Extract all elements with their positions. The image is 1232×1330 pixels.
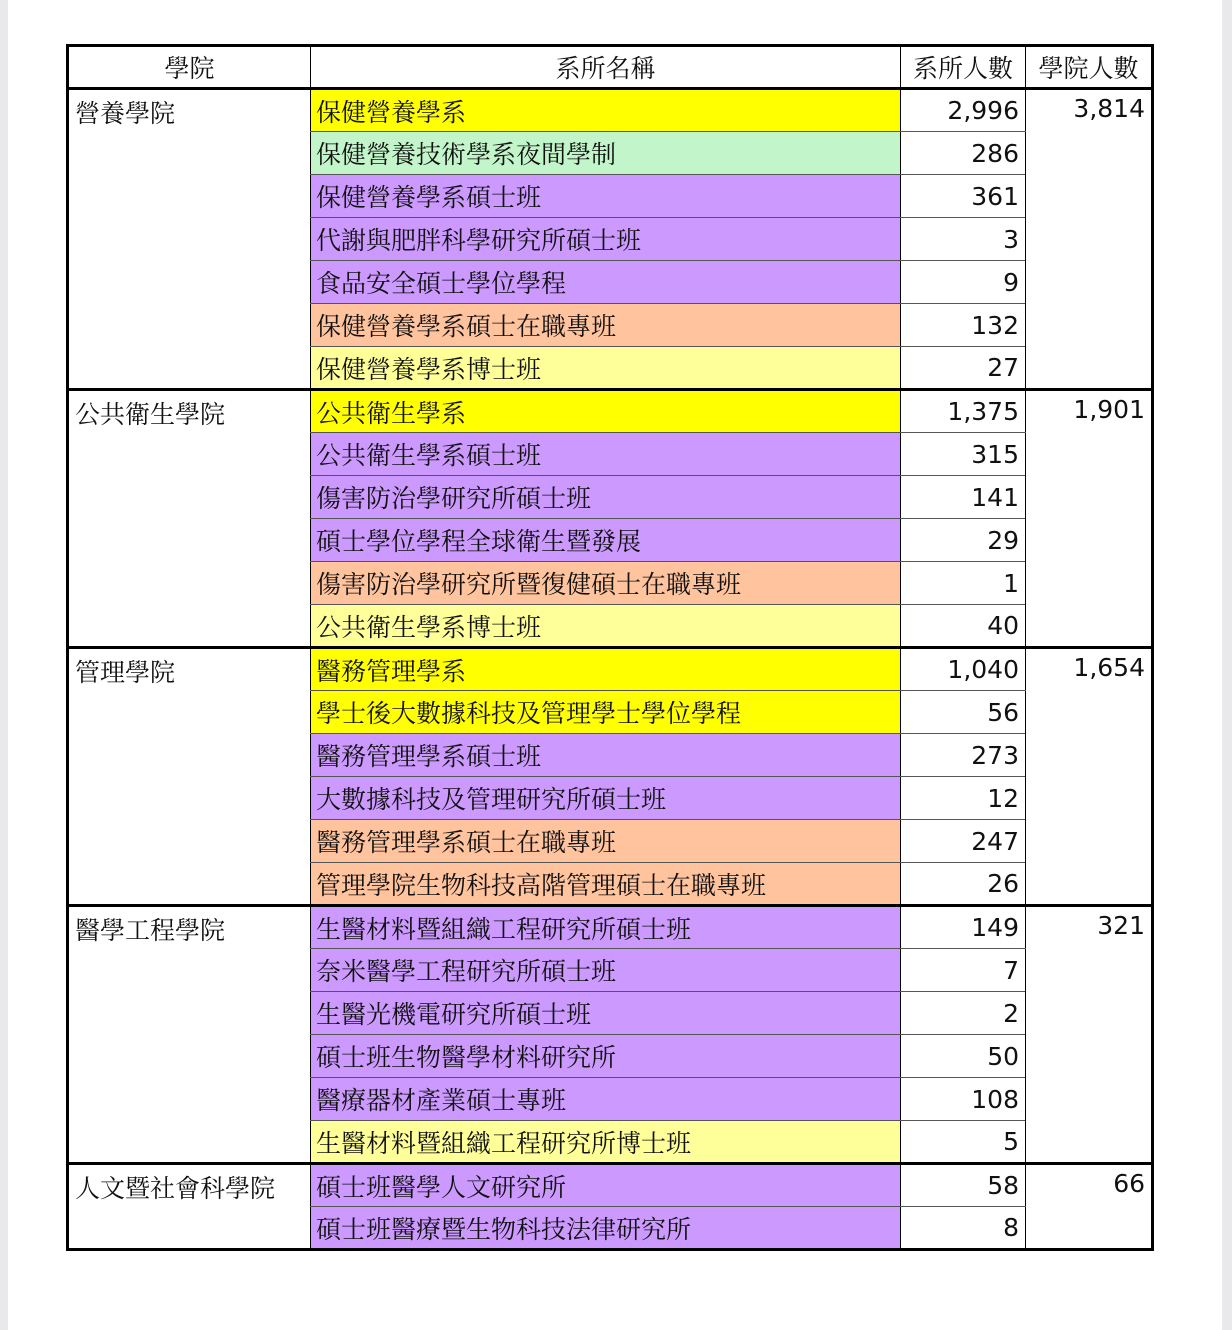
department-count: 7	[901, 949, 1026, 992]
department-count: 108	[901, 1078, 1026, 1121]
table-row	[68, 1164, 1153, 1207]
document-page	[8, 0, 1222, 1330]
department-name: 公共衛生學系碩士班	[311, 433, 901, 476]
department-count: 50	[901, 1035, 1026, 1078]
college-name: 管理學院	[68, 648, 311, 906]
header-college: 學院	[68, 46, 311, 89]
department-name: 生醫材料暨組織工程研究所博士班	[311, 1121, 901, 1164]
department-name: 生醫光機電研究所碩士班	[311, 992, 901, 1035]
department-name: 醫療器材產業碩士專班	[311, 1078, 901, 1121]
department-name: 醫務管理學系	[311, 648, 901, 691]
department-count: 2,996	[901, 89, 1026, 132]
college-total: 66	[1026, 1164, 1153, 1250]
department-name: 醫務管理學系碩士在職專班	[311, 820, 901, 863]
table-row	[68, 390, 1153, 433]
department-count: 12	[901, 777, 1026, 820]
college-name: 營養學院	[68, 89, 311, 390]
header-department: 系所名稱	[311, 46, 901, 89]
college-name: 公共衛生學院	[68, 390, 311, 648]
department-count: 1	[901, 562, 1026, 605]
department-count: 26	[901, 863, 1026, 906]
college-total: 1,654	[1026, 648, 1153, 906]
department-name: 碩士班醫療暨生物科技法律研究所	[311, 1207, 901, 1250]
enrollment-table	[66, 44, 1154, 1251]
department-count: 29	[901, 519, 1026, 562]
department-name: 保健營養學系	[311, 89, 901, 132]
department-name: 奈米醫學工程研究所碩士班	[311, 949, 901, 992]
table-row	[68, 906, 1153, 949]
department-name: 食品安全碩士學位學程	[311, 261, 901, 304]
department-name: 傷害防治學研究所暨復健碩士在職專班	[311, 562, 901, 605]
department-name: 管理學院生物科技高階管理碩士在職專班	[311, 863, 901, 906]
department-name: 公共衛生學系博士班	[311, 605, 901, 648]
header-dept-count: 系所人數	[901, 46, 1026, 89]
department-name: 碩士學位學程全球衛生暨發展	[311, 519, 901, 562]
department-count: 2	[901, 992, 1026, 1035]
department-count: 286	[901, 132, 1026, 175]
table-body	[68, 89, 1153, 1250]
table-row	[68, 648, 1153, 691]
department-count: 1,375	[901, 390, 1026, 433]
department-name: 代謝與肥胖科學研究所碩士班	[311, 218, 901, 261]
department-count: 247	[901, 820, 1026, 863]
department-name: 傷害防治學研究所碩士班	[311, 476, 901, 519]
department-count: 56	[901, 691, 1026, 734]
department-count: 132	[901, 304, 1026, 347]
department-count: 3	[901, 218, 1026, 261]
department-count: 5	[901, 1121, 1026, 1164]
department-name: 碩士班醫學人文研究所	[311, 1164, 901, 1207]
college-total: 321	[1026, 906, 1153, 1164]
department-count: 149	[901, 906, 1026, 949]
department-name: 保健營養學系碩士班	[311, 175, 901, 218]
department-name: 生醫材料暨組織工程研究所碩士班	[311, 906, 901, 949]
department-name: 醫務管理學系碩士班	[311, 734, 901, 777]
college-total: 3,814	[1026, 89, 1153, 390]
department-count: 27	[901, 347, 1026, 390]
department-count: 273	[901, 734, 1026, 777]
department-count: 315	[901, 433, 1026, 476]
department-count: 9	[901, 261, 1026, 304]
department-count: 1,040	[901, 648, 1026, 691]
department-count: 361	[901, 175, 1026, 218]
department-name: 學士後大數據科技及管理學士學位學程	[311, 691, 901, 734]
header-row	[68, 46, 1153, 89]
department-name: 保健營養學系博士班	[311, 347, 901, 390]
department-name: 保健營養技術學系夜間學制	[311, 132, 901, 175]
table-row	[68, 89, 1153, 132]
college-total: 1,901	[1026, 390, 1153, 648]
header-college-count: 學院人數	[1026, 46, 1153, 89]
department-count: 58	[901, 1164, 1026, 1207]
department-count: 141	[901, 476, 1026, 519]
college-name: 人文暨社會科學院	[68, 1164, 311, 1250]
department-name: 大數據科技及管理研究所碩士班	[311, 777, 901, 820]
department-name: 公共衛生學系	[311, 390, 901, 433]
department-name: 保健營養學系碩士在職專班	[311, 304, 901, 347]
college-name: 醫學工程學院	[68, 906, 311, 1164]
department-count: 40	[901, 605, 1026, 648]
department-count: 8	[901, 1207, 1026, 1250]
department-name: 碩士班生物醫學材料研究所	[311, 1035, 901, 1078]
